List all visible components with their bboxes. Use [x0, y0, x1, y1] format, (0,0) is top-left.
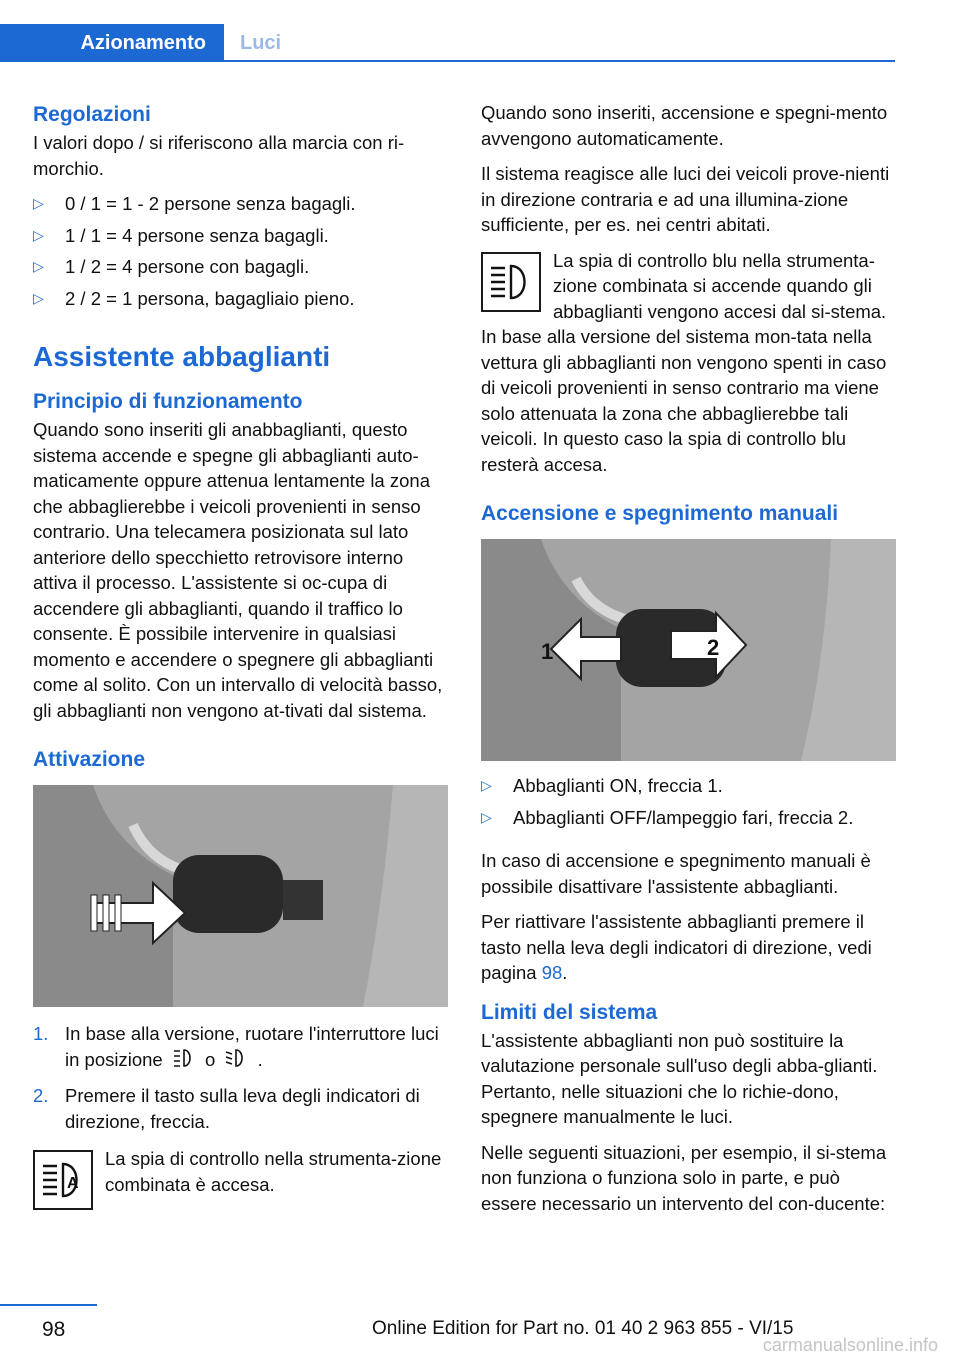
list-item: ▷ 2 / 2 = 1 persona, bagagliaio pieno.	[33, 286, 448, 318]
svg-text:A: A	[67, 1175, 79, 1192]
stalk-arrows-illustration	[481, 539, 896, 761]
blue-indicator-note	[481, 248, 896, 478]
blue-indicator-text: La spia di controllo blu nella strumenta-zione combinata si accende quando gli abbaglianti vengono accesi dal si-stema. In base alla versione del sistema mon-tata nella vettura gli abbaglianti non vengono spenti in caso di veicoli provenienti in senso contrario ma viene solo attenuata la zona che abbaglierebbe tali veicoli. In questo caso la spia di controllo blu resterà accesa.	[481, 249, 887, 475]
page-number-rule	[0, 1304, 97, 1306]
indicator-note	[33, 1146, 448, 1226]
light-switch-auto-icon	[172, 1047, 196, 1076]
page-header	[0, 24, 895, 62]
list-item: ▷ 1 / 2 = 4 persone con bagagli.	[33, 254, 448, 286]
activation-photo	[33, 785, 448, 1007]
auto-high-beam-indicator-icon	[33, 1150, 93, 1210]
triangle-bullet-icon: ▷	[33, 289, 44, 306]
triangle-bullet-icon: ▷	[33, 258, 44, 274]
triangle-bullet-icon: ▷	[33, 195, 44, 211]
tab-luci[interactable]: Luci	[240, 32, 282, 54]
light-switch-lowbeam-icon	[224, 1047, 248, 1076]
triangle-bullet-icon: ▷	[481, 777, 492, 793]
right-para-2: Il sistema reagisce alle luci dei veicoli prove-nienti in direzione contraria e ad una illumina-zione sufficiente, per es. nei centri abitati.	[481, 163, 890, 235]
principio-heading: Principio di funzionamento	[33, 390, 303, 413]
page-link[interactable]: 98	[541, 962, 563, 983]
arrow-label-2: 2	[707, 635, 720, 660]
triangle-bullet-icon: ▷	[481, 808, 492, 825]
list-item: ▷ 0 / 1 = 1 - 2 persone senza bagagli.	[33, 191, 448, 223]
manual-photo	[481, 539, 896, 761]
right-para-1: Quando sono inseriti, accensione e spegni-mento avvengono automaticamente.	[481, 102, 888, 149]
list-item: 1. In base alla versione, ruotare l'interruttore luci in posizione o .	[33, 1021, 448, 1083]
regolazioni-intro: I valori dopo / si riferiscono alla marcia con ri-morchio.	[33, 132, 405, 179]
triangle-bullet-icon: ▷	[33, 226, 44, 243]
left-column	[33, 100, 448, 1236]
stalk-illustration	[33, 785, 448, 1007]
manuale-list	[481, 773, 896, 836]
right-para-3: In caso di accensione e spegnimento manuali è possibile disattivare l'assistente abbaglianti.	[481, 850, 871, 897]
manuale-heading: Accensione e spegnimento manuali	[481, 502, 839, 525]
right-column	[481, 100, 896, 1226]
list-item: ▷ Abbaglianti OFF/lampeggio fari, freccia 2.	[481, 805, 896, 837]
right-para-6: Nelle seguenti situazioni, per esempio, il si-stema non funziona o funziona solo in parte, e può essere necessario un intervento del con-ducente:	[481, 1141, 887, 1214]
right-para-4: Per riattivare l'assistente abbaglianti premere il tasto nella leva degli indicatori di direzione, vedi pagina 98.	[481, 911, 872, 983]
page-number: 98	[42, 1318, 66, 1341]
list-item: ▷ 1 / 1 = 4 persone senza bagagli.	[33, 223, 448, 255]
list-item: 2. Premere il tasto sulla leva degli indicatori di direzione, freccia.	[33, 1085, 420, 1132]
high-beam-indicator-icon	[481, 252, 541, 312]
regolazioni-heading: Regolazioni	[33, 103, 151, 126]
section-title: Assistente abbaglianti	[33, 341, 331, 372]
arrow-label-1: 1	[541, 639, 554, 664]
list-item: ▷ Abbaglianti ON, freccia 1.	[481, 773, 896, 805]
principio-text: Quando sono inseriti gli anabbaglianti, questo sistema accende e spegne gli abbaglianti auto-maticamente oppure attenua lentamente la zona che abbaglierebbe i veicoli provenienti in senso contrario. Una telecamera posizionata sul lato anteriore dello specchietto retrovisore interno attiva il processo. L'assistente si oc-cupa di accendere gli abbaglianti, quando il traffico lo consente. È possibile intervenire in qualsiasi momento e accendere o spegnere gli abbaglianti come al solito. Con un intervallo di velocità basso, gli abbaglianti non vengono at-tivati dal sistema.	[33, 419, 443, 721]
indicator-text: La spia di controllo nella strumenta-zione combinata è accesa.	[105, 1148, 442, 1195]
limiti-heading: Limiti del sistema	[481, 1000, 658, 1024]
tab-azionamento[interactable]: Azionamento	[0, 24, 224, 62]
edition-footer: Online Edition for Part no. 01 40 2 963 855 - VI/15	[372, 1318, 794, 1339]
watermark: carmanualsonline.info	[762, 1335, 938, 1355]
steps-list	[33, 1021, 448, 1142]
right-para-5: L'assistente abbaglianti non può sostituire la valutazione personale sull'uso degli abba-glianti. Pertanto, nelle situazioni che lo richie-dono, spegnere manualmente le luci.	[481, 1029, 878, 1127]
regolazioni-list	[33, 191, 448, 317]
header-rule	[0, 60, 895, 62]
attivazione-heading: Attivazione	[33, 748, 146, 771]
